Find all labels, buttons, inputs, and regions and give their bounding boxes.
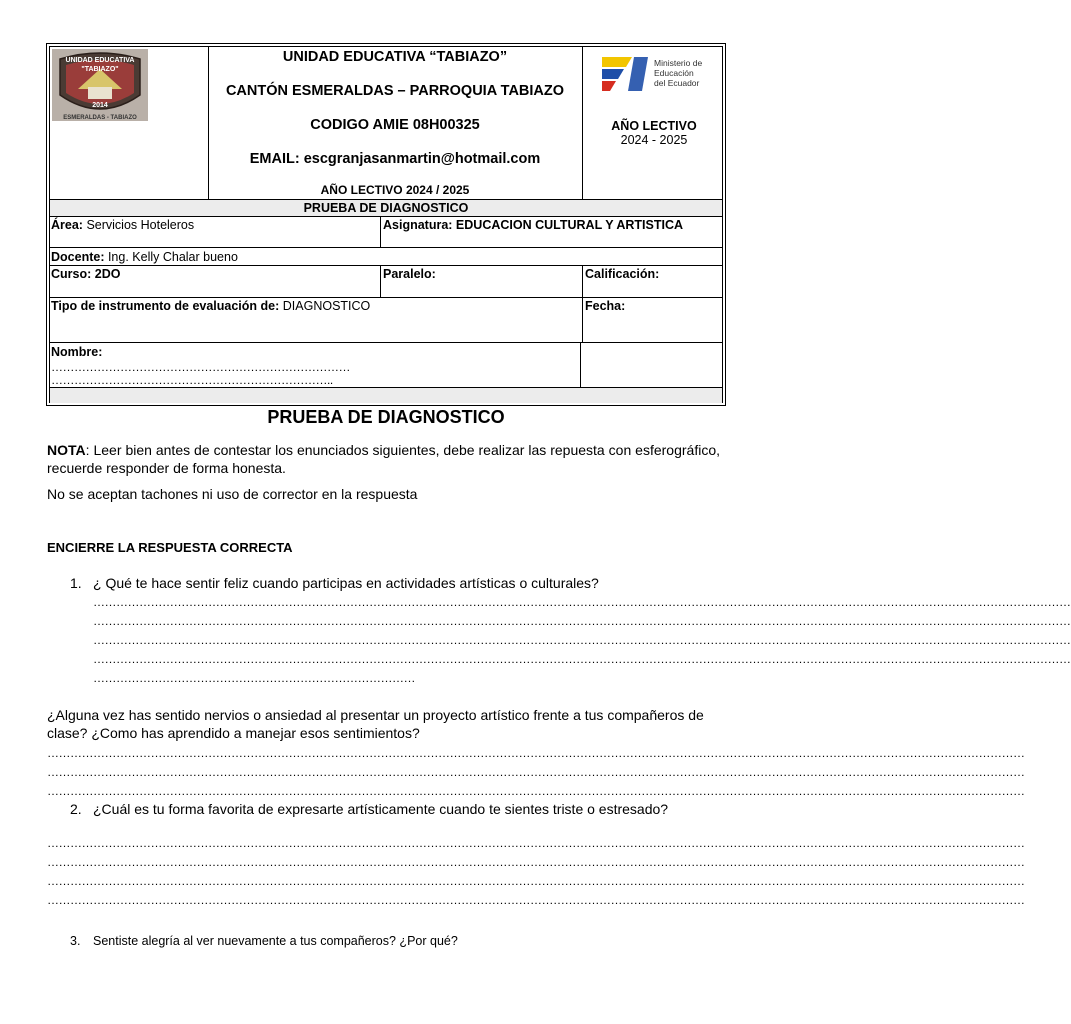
logo-text: ESMERALDAS - TABIAZO bbox=[63, 115, 137, 121]
right-year-value: 2024 - 2025 bbox=[620, 133, 688, 147]
logo-text: "TABIAZO" bbox=[81, 66, 119, 73]
answer-line: ………………………………………………………………………………………………………………………………………………………………………………………………………………………………… bbox=[47, 765, 1025, 779]
docente-label: Docente: bbox=[51, 250, 105, 264]
nota-text: : Leer bien antes de contestar los enunciados siguientes, debe realizar las repuesta con esferográfico, recuerde responder de forma honesta. bbox=[47, 442, 720, 476]
divider bbox=[582, 265, 583, 342]
question-number: 3. bbox=[70, 934, 81, 948]
school-logo bbox=[52, 49, 148, 121]
footer-shade bbox=[50, 388, 722, 403]
docente-field bbox=[51, 250, 238, 264]
answer-line: ………………………………………………………………………………………………………………………………………………………………………………………………………………………………… bbox=[47, 874, 1025, 888]
answer-line: ………………………………………………………………………………………………………………………………………………………………………………………………………………………………… bbox=[47, 836, 1025, 850]
question-number: 1. bbox=[70, 575, 82, 591]
no-tachones-note: No se aceptan tachones ni uso de corrector en la respuesta bbox=[47, 486, 418, 502]
header-table bbox=[46, 43, 726, 406]
tipo-field bbox=[51, 299, 370, 313]
docente-value: Ing. Kelly Chalar bueno bbox=[104, 250, 238, 264]
answer-line: ………………………………………………………………………………………………………………………………………………………………………………………………………………………………… bbox=[47, 893, 1025, 907]
divider bbox=[50, 265, 722, 266]
logo-text: 2014 bbox=[92, 102, 108, 109]
ministry-logo bbox=[602, 53, 714, 93]
divider bbox=[580, 342, 581, 387]
answer-line: ………………………………………………………………………………………………………………………………………………………………………………………………………………………………… bbox=[47, 855, 1025, 869]
nota-label: NOTA bbox=[47, 442, 86, 458]
year-line: AÑO LECTIVO 2024 / 2025 bbox=[320, 183, 470, 197]
nota-paragraph bbox=[47, 441, 720, 477]
test-banner: PRUEBA DE DIAGNOSTICO bbox=[303, 201, 469, 215]
answer-line: ………………………………………………………………………………………………………………………………………………………………………………………………………………………………… bbox=[93, 633, 1071, 647]
school-name: UNIDAD EDUCATIVA “TABIAZO” bbox=[282, 49, 508, 65]
logo-text: UNIDAD EDUCATIVA bbox=[65, 57, 135, 64]
canton-line: CANTÓN ESMERALDAS – PARROQUIA TABIAZO bbox=[225, 83, 565, 99]
answer-line: ………………………………………………………………………………………………………………………………………………………………………………………………………………………………… bbox=[47, 784, 1025, 798]
nombre-line: …………………………………………………………………… bbox=[51, 360, 350, 374]
answer-line: ………………………………………………………………………… bbox=[93, 671, 415, 685]
area-field bbox=[51, 218, 194, 232]
divider bbox=[50, 216, 722, 217]
asignatura-field bbox=[383, 218, 683, 232]
page-title: PRUEBA DE DIAGNOSTICO bbox=[267, 407, 505, 427]
question-number: 2. bbox=[70, 801, 82, 817]
curso-field: Curso: 2DO bbox=[51, 267, 121, 281]
nombre-line: ……………………………………………………………….. bbox=[51, 373, 333, 387]
paralelo-field: Paralelo: bbox=[383, 267, 436, 281]
divider bbox=[50, 247, 722, 248]
area-label: Área: bbox=[51, 218, 83, 232]
tipo-value: DIAGNOSTICO bbox=[279, 299, 371, 313]
question-2: ¿Cuál es tu forma favorita de expresarte artísticamente cuando te sientes triste o estresado? bbox=[93, 801, 669, 817]
tipo-label: Tipo de instrumento de evaluación de: bbox=[51, 299, 280, 313]
question-extra: ¿Alguna vez has sentido nervios o ansiedad al presentar un proyecto artístico frente a tus compañeros de clase? ¿Como has aprendido a manejar esos sentimientos? bbox=[47, 707, 704, 741]
question-1: ¿ Qué te hace sentir feliz cuando participas en actividades artísticas o culturales? bbox=[93, 575, 599, 591]
divider bbox=[380, 216, 381, 247]
answer-line: ………………………………………………………………………………………………………………………………………………………………………………………………………………………………… bbox=[47, 746, 1025, 760]
header-inner-frame bbox=[49, 46, 723, 403]
calificacion-field: Calificación: bbox=[585, 267, 660, 281]
question-3: Sentiste alegría al ver nuevamente a tus compañeros? ¿Por qué? bbox=[93, 934, 458, 948]
fecha-field: Fecha: bbox=[585, 299, 626, 313]
answer-line: ………………………………………………………………………………………………………………………………………………………………………………………………………………………………… bbox=[93, 595, 1071, 609]
asignatura-label: Asignatura: bbox=[383, 218, 453, 232]
divider bbox=[380, 265, 381, 297]
amie-code: CODIGO AMIE 08H00325 bbox=[310, 117, 480, 133]
asignatura-value: EDUCACION CULTURAL Y ARTISTICA bbox=[452, 218, 684, 232]
answer-line: ………………………………………………………………………………………………………………………………………………………………………………………………………………………………… bbox=[93, 652, 1071, 666]
ministry-text: Educación bbox=[654, 68, 694, 78]
divider bbox=[50, 342, 722, 343]
instruction-heading: ENCIERRE LA RESPUESTA CORRECTA bbox=[47, 540, 293, 555]
ministry-text: del Ecuador bbox=[654, 78, 700, 88]
email-line: EMAIL: escgranjasanmartin@hotmail.com bbox=[249, 151, 541, 167]
nombre-label: Nombre: bbox=[51, 345, 103, 359]
right-year-label: AÑO LECTIVO bbox=[611, 119, 697, 133]
divider bbox=[50, 297, 722, 298]
ministry-text: Ministerio de bbox=[654, 58, 703, 68]
area-value: Servicios Hoteleros bbox=[82, 218, 195, 232]
answer-line: ………………………………………………………………………………………………………………………………………………………………………………………………………………………………… bbox=[93, 614, 1071, 628]
